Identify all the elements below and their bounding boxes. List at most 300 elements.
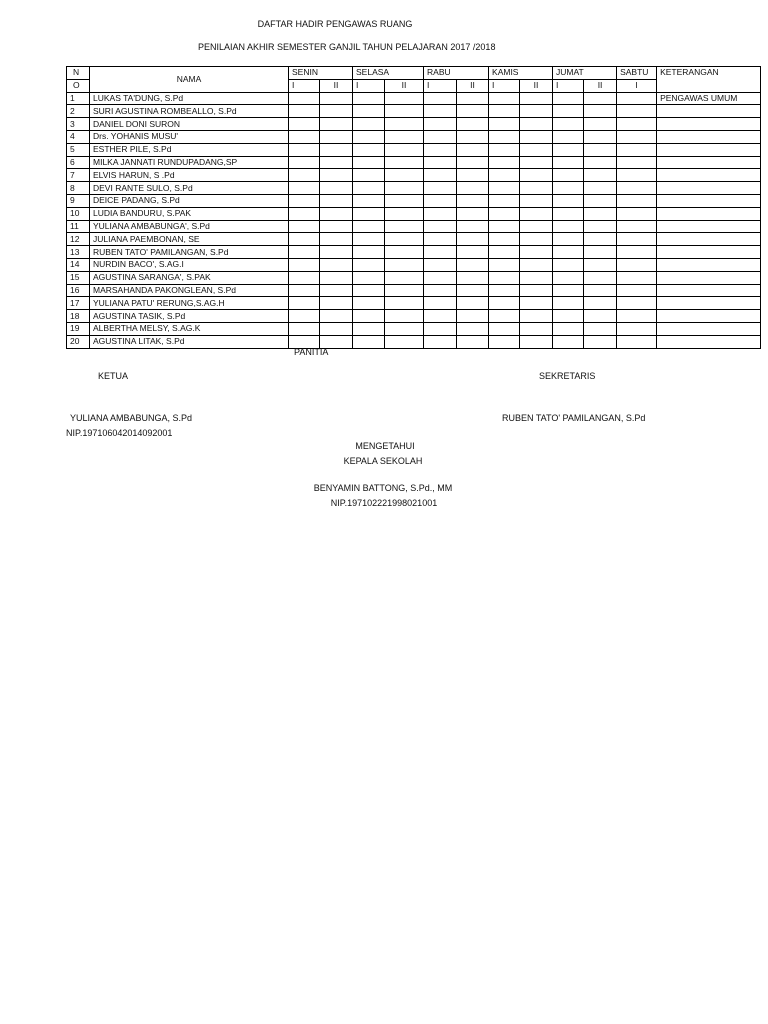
table-row [67,271,761,284]
kepala-sekolah-name: BENYAMIN BATTONG, S.Pd., MM [313,483,453,493]
attendance-cell[interactable] [289,258,320,271]
header-session: II [584,79,617,92]
table-header-row-days [67,67,761,80]
attendance-cell[interactable] [553,118,584,131]
attendance-cell[interactable] [520,258,553,271]
attendance-cell[interactable] [353,194,385,207]
attendance-cell[interactable] [289,310,320,323]
attendance-cell[interactable] [385,156,424,169]
row-name: ESTHER PILE, S.Pd [90,143,289,156]
attendance-cell[interactable] [424,156,457,169]
attendance-cell[interactable] [320,322,353,335]
attendance-cell[interactable] [320,207,353,220]
table-row [67,322,761,335]
attendance-cell[interactable] [289,169,320,182]
attendance-cell[interactable] [489,246,520,259]
attendance-cell[interactable] [520,310,553,323]
header-keterangan: KETERANGAN [657,67,761,93]
attendance-cell[interactable] [289,194,320,207]
row-number: 1 [67,92,90,105]
row-name: NURDIN BACO', S.AG.I [90,258,289,271]
attendance-cell[interactable] [489,156,520,169]
ketua-name: YULIANA AMBABUNGA, S.Pd [70,413,193,423]
table-row [67,105,761,118]
header-day-selasa: SELASA [353,67,424,80]
row-keterangan [657,246,761,259]
table-row [67,310,761,323]
attendance-cell[interactable] [489,169,520,182]
attendance-cell[interactable] [489,118,520,131]
attendance-cell[interactable] [424,169,457,182]
attendance-cell[interactable] [424,271,457,284]
attendance-cell[interactable] [289,156,320,169]
attendance-cell[interactable] [584,335,617,348]
table-row [67,297,761,310]
row-number: 13 [67,246,90,259]
attendance-cell[interactable] [553,105,584,118]
attendance-cell[interactable] [584,310,617,323]
attendance-cell[interactable] [385,194,424,207]
attendance-cell[interactable] [385,143,424,156]
attendance-cell[interactable] [424,92,457,105]
attendance-cell[interactable] [424,284,457,297]
row-name: YULIANA PATU' RERUNG,S.AG.H [90,297,289,310]
attendance-cell[interactable] [424,233,457,246]
attendance-cell[interactable] [424,297,457,310]
attendance-cell[interactable] [489,233,520,246]
header-session: I [489,79,520,92]
attendance-cell[interactable] [385,258,424,271]
attendance-cell[interactable] [320,258,353,271]
attendance-cell[interactable] [489,271,520,284]
attendance-cell[interactable] [424,105,457,118]
attendance-cell[interactable] [520,335,553,348]
attendance-cell[interactable] [320,156,353,169]
attendance-cell[interactable] [520,143,553,156]
attendance-cell[interactable] [353,220,385,233]
attendance-cell[interactable] [385,284,424,297]
attendance-cell[interactable] [385,246,424,259]
header-no-bottom: O [67,79,90,92]
attendance-cell[interactable] [289,118,320,131]
attendance-cell[interactable] [520,92,553,105]
attendance-cell[interactable] [617,92,657,105]
attendance-cell[interactable] [584,258,617,271]
row-name: Drs. YOHANIS MUSU' [90,130,289,143]
attendance-cell[interactable] [520,194,553,207]
attendance-cell[interactable] [385,92,424,105]
row-number: 15 [67,271,90,284]
row-number: 6 [67,156,90,169]
row-number: 12 [67,233,90,246]
row-name: ELVIS HARUN, S .Pd [90,169,289,182]
attendance-cell[interactable] [353,310,385,323]
attendance-cell[interactable] [457,335,489,348]
attendance-cell[interactable] [320,284,353,297]
attendance-cell[interactable] [584,246,617,259]
attendance-cell[interactable] [489,182,520,195]
attendance-cell[interactable] [457,105,489,118]
attendance-cell[interactable] [617,207,657,220]
header-session: II [520,79,553,92]
row-keterangan [657,156,761,169]
attendance-cell[interactable] [520,130,553,143]
row-keterangan [657,258,761,271]
row-keterangan [657,194,761,207]
row-number: 14 [67,258,90,271]
row-number: 10 [67,207,90,220]
attendance-cell[interactable] [289,92,320,105]
attendance-cell[interactable] [289,220,320,233]
row-number: 11 [67,220,90,233]
attendance-cell[interactable] [289,130,320,143]
row-name: JULIANA PAEMBONAN, SE [90,233,289,246]
attendance-cell[interactable] [520,169,553,182]
row-keterangan [657,105,761,118]
attendance-cell[interactable] [520,118,553,131]
attendance-cell[interactable] [489,284,520,297]
ketua-label: KETUA [98,371,129,381]
attendance-cell[interactable] [617,194,657,207]
attendance-cell[interactable] [320,271,353,284]
row-keterangan [657,169,761,182]
attendance-cell[interactable] [553,246,584,259]
row-number: 19 [67,322,90,335]
table-row [67,220,761,233]
attendance-cell[interactable] [353,297,385,310]
attendance-cell[interactable] [553,130,584,143]
attendance-cell[interactable] [424,310,457,323]
attendance-cell[interactable] [520,182,553,195]
attendance-cell[interactable] [584,233,617,246]
attendance-cell[interactable] [320,310,353,323]
attendance-cell[interactable] [385,169,424,182]
attendance-cell[interactable] [553,322,584,335]
attendance-cell[interactable] [584,194,617,207]
attendance-cell[interactable] [553,156,584,169]
attendance-cell[interactable] [553,258,584,271]
attendance-cell[interactable] [353,207,385,220]
header-day-sabtu: SABTU [617,67,657,80]
attendance-cell[interactable] [353,169,385,182]
sekretaris-name: RUBEN TATO' PAMILANGAN, S.Pd [502,413,646,423]
row-name: MARSAHANDA PAKONGLEAN, S.Pd [90,284,289,297]
row-keterangan [657,310,761,323]
attendance-cell[interactable] [553,271,584,284]
attendance-cell[interactable] [385,233,424,246]
attendance-cell[interactable] [289,322,320,335]
attendance-cell[interactable] [553,297,584,310]
attendance-cell[interactable] [385,118,424,131]
row-name: AGUSTINA SARANGA', S.PAK [90,271,289,284]
attendance-cell[interactable] [520,246,553,259]
row-keterangan [657,233,761,246]
attendance-cell[interactable] [424,258,457,271]
attendance-cell[interactable] [424,335,457,348]
attendance-cell[interactable] [289,246,320,259]
attendance-cell[interactable] [320,105,353,118]
attendance-cell[interactable] [617,130,657,143]
row-number: 4 [67,130,90,143]
header-day-senin: SENIN [289,67,353,80]
attendance-cell[interactable] [353,246,385,259]
attendance-cell[interactable] [553,207,584,220]
attendance-cell[interactable] [489,335,520,348]
attendance-cell[interactable] [553,335,584,348]
row-keterangan [657,220,761,233]
attendance-cell[interactable] [353,156,385,169]
attendance-cell[interactable] [457,233,489,246]
attendance-cell[interactable] [289,284,320,297]
attendance-cell[interactable] [584,297,617,310]
attendance-cell[interactable] [457,322,489,335]
attendance-cell[interactable] [584,92,617,105]
attendance-cell[interactable] [320,143,353,156]
attendance-cell[interactable] [520,220,553,233]
attendance-cell[interactable] [424,220,457,233]
table-row [67,284,761,297]
table-row [67,246,761,259]
attendance-cell[interactable] [457,284,489,297]
header-session: I [353,79,385,92]
attendance-cell[interactable] [617,284,657,297]
attendance-cell[interactable] [584,143,617,156]
row-keterangan [657,118,761,131]
attendance-cell[interactable] [617,335,657,348]
attendance-cell[interactable] [320,194,353,207]
attendance-cell[interactable] [320,297,353,310]
header-day-kamis: KAMIS [489,67,553,80]
table-row [67,92,761,105]
attendance-cell[interactable] [553,194,584,207]
attendance-cell[interactable] [584,130,617,143]
attendance-cell[interactable] [489,207,520,220]
attendance-cell[interactable] [520,284,553,297]
attendance-cell[interactable] [424,118,457,131]
attendance-cell[interactable] [424,182,457,195]
attendance-cell[interactable] [320,220,353,233]
attendance-cell[interactable] [353,118,385,131]
attendance-cell[interactable] [584,284,617,297]
row-name: LUKAS TA'DUNG, S.Pd [90,92,289,105]
document-title: DAFTAR HADIR PENGAWAS RUANG [257,19,413,29]
attendance-cell[interactable] [385,182,424,195]
attendance-cell[interactable] [553,182,584,195]
attendance-cell[interactable] [353,143,385,156]
attendance-cell[interactable] [457,92,489,105]
attendance-cell[interactable] [617,220,657,233]
attendance-cell[interactable] [617,105,657,118]
attendance-cell[interactable] [353,182,385,195]
mengetahui-label: MENGETAHUI [355,441,415,451]
attendance-cell[interactable] [553,233,584,246]
attendance-cell[interactable] [320,182,353,195]
attendance-cell[interactable] [617,143,657,156]
attendance-cell[interactable] [489,220,520,233]
row-number: 8 [67,182,90,195]
row-number: 20 [67,335,90,348]
attendance-cell[interactable] [584,220,617,233]
attendance-cell[interactable] [457,258,489,271]
attendance-cell[interactable] [520,297,553,310]
attendance-cell[interactable] [424,322,457,335]
attendance-cell[interactable] [320,169,353,182]
table-row [67,335,761,348]
attendance-cell[interactable] [489,92,520,105]
attendance-cell[interactable] [457,118,489,131]
attendance-cell[interactable] [457,143,489,156]
kepala-sekolah-nip: NIP.197102221998021001 [330,498,438,508]
attendance-cell[interactable] [457,220,489,233]
document-subtitle: PENILAIAN AKHIR SEMESTER GANJIL TAHUN PELAJARAN 2017 /2018 [198,42,496,52]
attendance-cell[interactable] [457,297,489,310]
attendance-cell[interactable] [617,156,657,169]
attendance-cell[interactable] [289,105,320,118]
attendance-cell[interactable] [457,310,489,323]
attendance-cell[interactable] [289,233,320,246]
row-number: 7 [67,169,90,182]
attendance-cell[interactable] [584,207,617,220]
attendance-cell[interactable] [320,130,353,143]
attendance-cell[interactable] [385,271,424,284]
attendance-cell[interactable] [353,105,385,118]
attendance-cell[interactable] [457,130,489,143]
header-session: I [553,79,584,92]
attendance-cell[interactable] [489,322,520,335]
attendance-cell[interactable] [617,297,657,310]
attendance-cell[interactable] [385,310,424,323]
attendance-cell[interactable] [385,130,424,143]
attendance-cell[interactable] [289,297,320,310]
attendance-cell[interactable] [385,335,424,348]
attendance-cell[interactable] [289,271,320,284]
attendance-cell[interactable] [617,258,657,271]
attendance-cell[interactable] [489,297,520,310]
table-row [67,207,761,220]
attendance-cell[interactable] [353,92,385,105]
attendance-cell[interactable] [617,233,657,246]
attendance-cell[interactable] [457,169,489,182]
table-row [67,130,761,143]
header-day-jumat: JUMAT [553,67,617,80]
attendance-cell[interactable] [489,310,520,323]
attendance-cell[interactable] [617,310,657,323]
attendance-cell[interactable] [353,258,385,271]
attendance-cell[interactable] [353,335,385,348]
attendance-cell[interactable] [385,207,424,220]
attendance-cell[interactable] [553,169,584,182]
row-name: DEVI RANTE SULO, S.Pd [90,182,289,195]
attendance-cell[interactable] [353,322,385,335]
header-session: I [617,79,657,92]
attendance-cell[interactable] [584,105,617,118]
attendance-cell[interactable] [617,118,657,131]
attendance-cell[interactable] [424,143,457,156]
attendance-cell[interactable] [353,130,385,143]
row-keterangan [657,271,761,284]
table-row [67,118,761,131]
attendance-cell[interactable] [617,246,657,259]
attendance-cell[interactable] [489,258,520,271]
attendance-cell[interactable] [320,118,353,131]
row-keterangan [657,182,761,195]
attendance-cell[interactable] [320,233,353,246]
attendance-cell[interactable] [617,169,657,182]
attendance-cell[interactable] [457,246,489,259]
row-name: SURI AGUSTINA ROMBEALLO, S.Pd [90,105,289,118]
attendance-cell[interactable] [457,207,489,220]
attendance-cell[interactable] [289,143,320,156]
attendance-cell[interactable] [617,322,657,335]
attendance-cell[interactable] [457,194,489,207]
attendance-cell[interactable] [353,284,385,297]
attendance-cell[interactable] [320,246,353,259]
attendance-cell[interactable] [520,105,553,118]
attendance-cell[interactable] [520,207,553,220]
attendance-cell[interactable] [424,130,457,143]
attendance-cell[interactable] [520,271,553,284]
row-keterangan [657,284,761,297]
attendance-cell[interactable] [553,143,584,156]
table-row [67,169,761,182]
attendance-cell[interactable] [353,233,385,246]
attendance-cell[interactable] [520,322,553,335]
attendance-cell[interactable] [584,118,617,131]
attendance-cell[interactable] [553,92,584,105]
header-session: II [457,79,489,92]
row-number: 2 [67,105,90,118]
attendance-cell[interactable] [584,169,617,182]
attendance-cell[interactable] [424,207,457,220]
attendance-cell[interactable] [584,182,617,195]
attendance-cell[interactable] [617,182,657,195]
attendance-cell[interactable] [584,156,617,169]
attendance-cell[interactable] [457,156,489,169]
attendance-cell[interactable] [289,207,320,220]
attendance-cell[interactable] [617,271,657,284]
attendance-cell[interactable] [320,92,353,105]
row-number: 9 [67,194,90,207]
attendance-cell[interactable] [385,105,424,118]
attendance-cell[interactable] [584,322,617,335]
header-session: II [385,79,424,92]
attendance-cell[interactable] [489,143,520,156]
attendance-cell[interactable] [385,220,424,233]
attendance-cell[interactable] [424,194,457,207]
attendance-cell[interactable] [489,105,520,118]
attendance-cell[interactable] [520,233,553,246]
attendance-cell[interactable] [424,246,457,259]
attendance-cell[interactable] [489,130,520,143]
attendance-cell[interactable] [584,271,617,284]
row-keterangan [657,207,761,220]
attendance-cell[interactable] [457,182,489,195]
attendance-cell[interactable] [553,220,584,233]
row-name: RUBEN TATO' PAMILANGAN, S.Pd [90,246,289,259]
attendance-cell[interactable] [553,310,584,323]
attendance-cell[interactable] [353,271,385,284]
attendance-cell[interactable] [520,156,553,169]
row-number: 3 [67,118,90,131]
table-row [67,258,761,271]
attendance-cell[interactable] [489,194,520,207]
row-name: ALBERTHA MELSY, S.AG.K [90,322,289,335]
attendance-cell[interactable] [385,297,424,310]
attendance-cell[interactable] [457,271,489,284]
attendance-cell[interactable] [553,284,584,297]
attendance-cell[interactable] [289,182,320,195]
attendance-cell[interactable] [385,322,424,335]
